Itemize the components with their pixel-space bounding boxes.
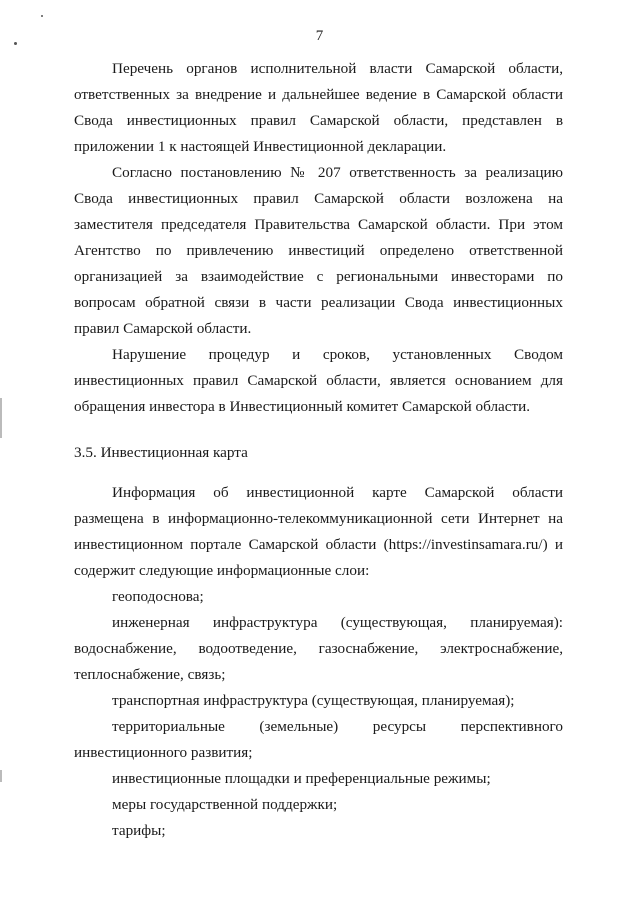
section-heading: 3.5. Инвестиционная карта <box>74 444 248 461</box>
list-item: территориальные (земельные) ресурсы перспективного инвестиционного развития; <box>74 718 563 761</box>
scan-edge-mark <box>0 398 2 438</box>
list-item: инвестиционные площадки и преференциальные режимы; <box>112 770 491 787</box>
list-item: меры государственной поддержки; <box>112 796 338 813</box>
scan-edge-mark <box>0 770 2 782</box>
page-number: 7 <box>315 28 324 44</box>
list-item: тарифы; <box>112 822 166 839</box>
list-item: геоподоснова; <box>112 588 204 605</box>
list-item: инженерная инфраструктура (существующая, планируемая): водоснабжение, водоотведение, газоснабжение, электроснабжение, теплоснабжение, связь; <box>74 614 563 683</box>
list-item: транспортная инфраструктура (существующая, планируемая); <box>112 692 515 709</box>
paragraph-investment-map-intro: Информация об инвестиционной карте Самарской области размещена в информационно-телекоммуникационной сети Интернет на инвестиционном портале Самарской области (https://investinsamara.ru/) и содержит следующие информационные слои: <box>74 484 563 579</box>
paragraph-violation: Нарушение процедур и сроков, установленных Сводом инвестиционных правил Самарской области, является основанием для обращения инвестора в Инвестиционный комитет Самарской области. <box>74 346 563 415</box>
paragraph-resolution-207: Согласно постановлению № 207 ответственность за реализацию Свода инвестиционных правил Самарской области возложена на заместителя председателя Правительства Самарской области. При этом Агентство по привлечению инвестиций определено ответственной организацией за взаимодействие с региональными инвесторами по вопросам обратной связи в части реализации Свода инвестиционных правил Самарской области. <box>74 164 563 337</box>
document-body <box>74 56 563 844</box>
paragraph-responsible-bodies: Перечень органов исполнительной власти Самарской области, ответственных за внедрение и дальнейшее ведение в Самарской области Свода инвестиционных правил Самарской области, представлен в приложении 1 к настоящей Инвестиционной декларации. <box>74 60 563 155</box>
scan-speck <box>41 15 43 17</box>
